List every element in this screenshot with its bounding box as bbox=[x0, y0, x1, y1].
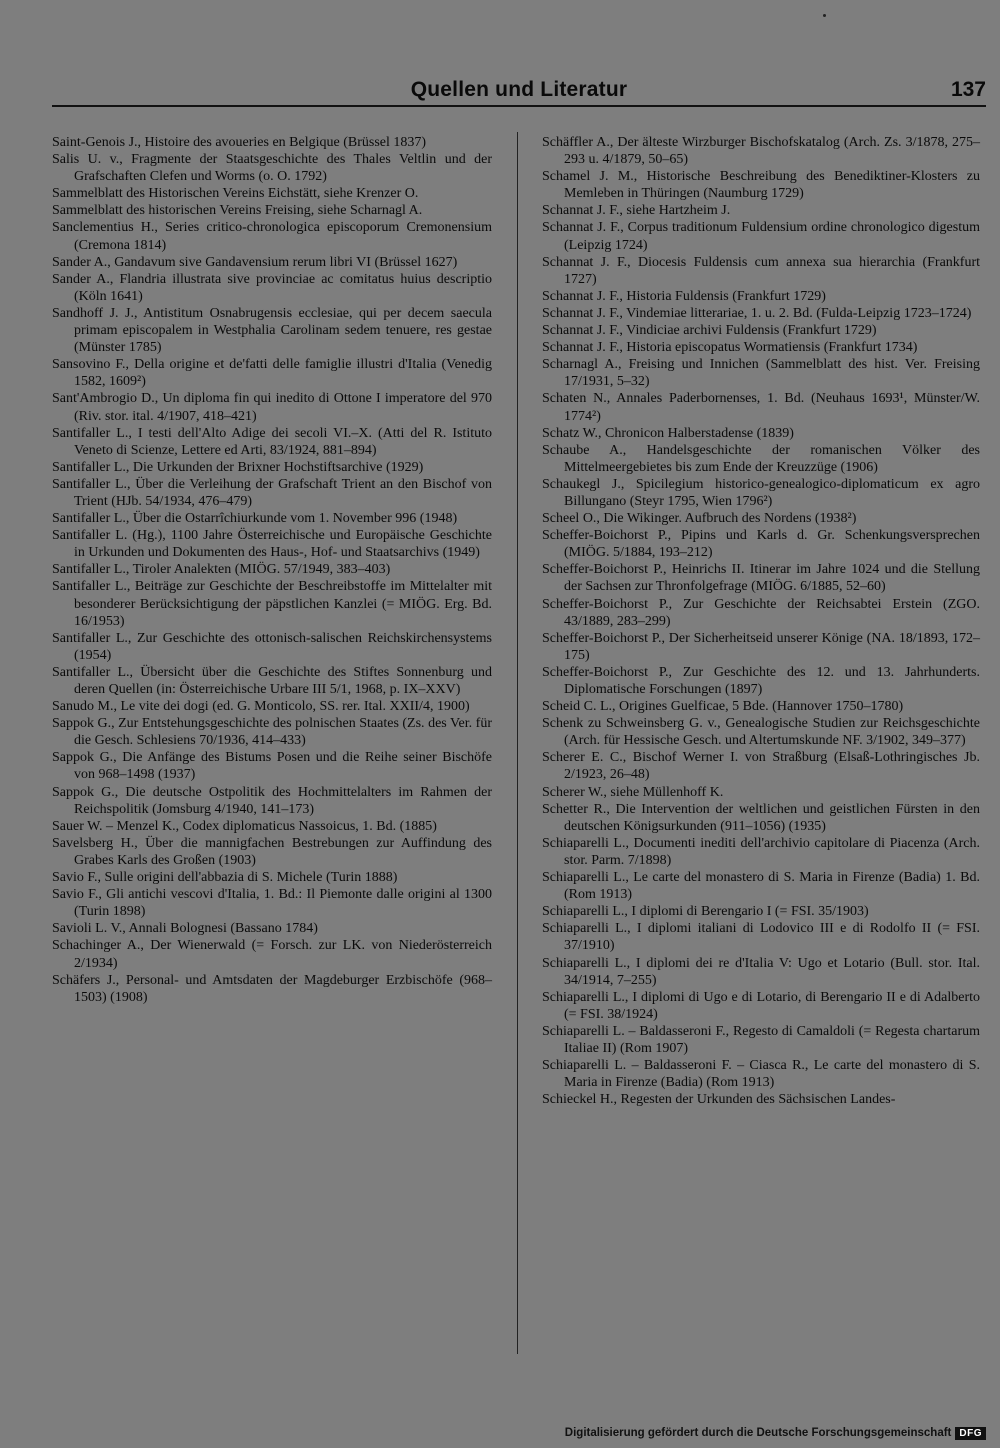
scan-speck bbox=[823, 14, 826, 17]
bibliography-entry: Santifaller L., Übersicht über die Geschichte des Stiftes Sonnenburg und deren Quellen (in: Österreichische Urbare III 5/1, 1968, p. IX–XXV) bbox=[52, 664, 492, 697]
bibliography-entry: Sappok G., Zur Entstehungsgeschichte des polnischen Staates (Zs. des Ver. für die Gesch. Schlesiens 70/1936, 414–433) bbox=[52, 716, 492, 749]
bibliography-entry: Schiaparelli L., I diplomi dei re d'Italia V: Ugo et Lotario (Bull. stor. Ital. 34/1914, 7–255) bbox=[542, 955, 980, 988]
bibliography-entry: Schannat J. F., Vindemiae litterariae, 1. u. 2. Bd. (Fulda-Leipzig 1723–1724) bbox=[542, 305, 972, 321]
bibliography-entry: Schatz W., Chronicon Halberstadense (1839) bbox=[542, 425, 794, 441]
bibliography-entry: Schiaparelli L., Documenti inediti dell'archivio capitolare di Piacenza (Arch. stor. Parm. 7/1898) bbox=[542, 835, 980, 868]
bibliography-entry: Schetter R., Die Intervention der weltlichen und geistlichen Fürsten in den deutschen Königsurkunden (911–1056) (1935) bbox=[542, 801, 980, 834]
page-header bbox=[52, 78, 986, 108]
column-divider bbox=[517, 132, 518, 1354]
bibliography-entry: Scheffer-Boichorst P., Heinrichs II. Itinerar im Jahre 1024 und die Stellung der Sachsen zur Thronfolgefrage (MIÖG. 6/1885, 52–60) bbox=[542, 562, 980, 595]
bibliography-entry: Schachinger A., Der Wienerwald (= Forsch. zur LK. von Niederösterreich 2/1934) bbox=[52, 938, 492, 971]
bibliography-entry: Scherer E. C., Bischof Werner I. von Straßburg (Elsaß-Lothringisches Jb. 2/1923, 26–48) bbox=[542, 750, 980, 783]
bibliography-entry: Sanudo M., Le vite dei dogi (ed. G. Monticolo, SS. rer. Ital. XXII/4, 1900) bbox=[52, 699, 470, 715]
footer bbox=[565, 1424, 986, 1442]
bibliography-entry: Schenk zu Schweinsberg G. v., Genealogische Studien zur Reichsgeschichte (Arch. für Hessische Gesch. und Altertumskunde NF. 3/1902, 349–377) bbox=[542, 716, 980, 749]
bibliography-entry: Scheffer-Boichorst P., Zur Geschichte des 12. und 13. Jahrhunderts. Diplomatische Forschungen (1897) bbox=[542, 664, 980, 697]
bibliography-entry: Schiaparelli L. – Baldasseroni F., Regesto di Camaldoli (= Regesta chartarum Italiae II) (Rom 1907) bbox=[542, 1023, 980, 1056]
page-number: 137 bbox=[950, 78, 986, 101]
bibliography-entry: Sandhoff J. J., Antistitum Osnabrugensis ecclesiae, qui per decem saecula primam episcopalem in Westphalia Carolinam sedem tenuere, res gestae (Münster 1785) bbox=[52, 305, 492, 356]
header-rule bbox=[52, 105, 986, 107]
bibliography-entry: Schannat J. F., Historia episcopatus Wormatiensis (Frankfurt 1734) bbox=[542, 340, 918, 356]
bibliography-entry: Santifaller L., Zur Geschichte des ottonisch-salischen Reichskirchensystems (1954) bbox=[52, 630, 492, 663]
right-column bbox=[542, 134, 980, 1108]
left-column bbox=[52, 134, 492, 1006]
bibliography-entry: Sander A., Flandria illustrata sive provinciae ac comitatus huius descriptio (Köln 1641) bbox=[52, 271, 492, 304]
dfg-logo: DFG bbox=[955, 1427, 986, 1440]
bibliography-entry: Santifaller L., Über die Ostarrîchiurkunde vom 1. November 996 (1948) bbox=[52, 511, 458, 527]
bibliography-entry: Saint-Genois J., Histoire des avoueries en Belgique (Brüssel 1837) bbox=[52, 135, 427, 150]
bibliography-entry: Sappok G., Die Anfänge des Bistums Posen und die Reihe seiner Bischöfe von 968–1498 (1937) bbox=[52, 750, 492, 783]
bibliography-entry: Santifaller L. (Hg.), 1100 Jahre Österreichische und Europäische Geschichte in Urkunden und Dokumenten des Haus-, Hof- und Staatsarchivs (1949) bbox=[52, 528, 492, 561]
bibliography-entry: Sant'Ambrogio D., Un diploma fin qui inedito di Ottone I imperatore del 970 (Riv. stor. ital. 4/1907, 418–421) bbox=[52, 391, 492, 424]
bibliography-entry: Sappok G., Die deutsche Ostpolitik des Hochmittelalters im Rahmen der Reichspolitik (Jomsburg 4/1940, 141–173) bbox=[52, 784, 492, 817]
bibliography-entry: Schäfers J., Personal- und Amtsdaten der Magdeburger Erzbischöfe (968–1503) (1908) bbox=[52, 972, 492, 1005]
bibliography-entry: Sammelblatt des Historischen Vereins Eichstätt, siehe Krenzer O. bbox=[52, 186, 419, 202]
bibliography-entry: Scheffer-Boichorst P., Der Sicherheitseid unserer Könige (NA. 18/1893, 172–175) bbox=[542, 630, 980, 663]
bibliography-entry: Schamel J. M., Historische Beschreibung des Benediktiner-Klosters zu Memleben in Thüringen (Naumburg 1729) bbox=[542, 169, 980, 202]
bibliography-entry: Scheel O., Die Wikinger. Aufbruch des Nordens (1938²) bbox=[542, 511, 857, 527]
bibliography-entry: Schaukegl J., Spicilegium historico-genealogico-diplomaticum ex agro Billungano (Steyr 1795, Wien 1796²) bbox=[542, 476, 980, 509]
bibliography-entry: Schaten N., Annales Paderbornenses, 1. Bd. (Neuhaus 1693¹, Münster/W. 1774²) bbox=[542, 391, 980, 424]
bibliography-entry: Scherer W., siehe Müllenhoff K. bbox=[542, 784, 724, 800]
bibliography-entry: Sanclementius H., Series critico-chronologica episcoporum Cremonensium (Cremona 1814) bbox=[52, 220, 492, 253]
bibliography-entry: Sansovino F., Della origine et de'fatti delle famiglie illustri d'Italia (Venedig 1582, 1609²) bbox=[52, 357, 492, 390]
bibliography-entry: Santifaller L., I testi dell'Alto Adige dei secoli VI.–X. (Atti del R. Istituto Veneto di Scienze, Lettere ed Arti, 83/1924, 881–894) bbox=[52, 425, 492, 458]
bibliography-entry: Schäffler A., Der älteste Wirzburger Bischofskatalog (Arch. Zs. 3/1878, 275–293 u. 4/1879, 50–65) bbox=[542, 135, 980, 168]
bibliography-entry: Sander A., Gandavum sive Gandavensium rerum libri VI (Brüssel 1627) bbox=[52, 254, 458, 270]
bibliography-entry: Schiaparelli L., Le carte del monastero di S. Maria in Firenze (Badia) 1. Bd. (Rom 1913) bbox=[542, 870, 980, 903]
bibliography-entry: Salis U. v., Fragmente der Staatsgeschichte des Thales Veltlin und der Grafschaften Clefen und Worms (o. O. 1792) bbox=[52, 152, 492, 185]
bibliography-entry: Scheffer-Boichorst P., Zur Geschichte der Reichsabtei Erstein (ZGO. 43/1889, 283–299) bbox=[542, 596, 980, 629]
bibliography-entry: Scharnagl A., Freising und Innichen (Sammelblatt des hist. Ver. Freising 17/1931, 5–32) bbox=[542, 357, 980, 390]
bibliography-entry: Sammelblatt des historischen Vereins Freising, siehe Scharnagl A. bbox=[52, 203, 423, 219]
page-title: Quellen und Literatur bbox=[410, 78, 628, 101]
bibliography-entry: Savioli L. V., Annali Bolognesi (Bassano 1784) bbox=[52, 921, 318, 937]
bibliography-entry: Schiaparelli L., I diplomi italiani di Lodovico III e di Rodolfo II (= FSI. 37/1910) bbox=[542, 921, 980, 954]
bibliography-entry: Santifaller L., Beiträge zur Geschichte der Beschreibstoffe im Mittelalter mit besonderer Berücksichtigung der päpstlichen Kanzlei (= MIÖG. Erg. Bd. 16/1953) bbox=[52, 579, 492, 629]
bibliography-entry: Schannat J. F., siehe Hartzheim J. bbox=[542, 203, 731, 219]
bibliography-entry: Schannat J. F., Diocesis Fuldensis cum annexa sua hierarchia (Frankfurt 1727) bbox=[542, 254, 980, 287]
bibliography-entry: Santifaller L., Die Urkunden der Brixner Hochstiftsarchive (1929) bbox=[52, 459, 424, 475]
bibliography-entry: Savio F., Sulle origini dell'abbazia di S. Michele (Turin 1888) bbox=[52, 870, 398, 886]
bibliography-entry: Schannat J. F., Corpus traditionum Fuldensium ordine chronologico digestum (Leipzig 1724) bbox=[542, 220, 980, 253]
bibliography-entry: Schieckel H., Regesten der Urkunden des Sächsischen Landes- bbox=[542, 1092, 896, 1108]
bibliography-entry: Savelsberg H., Über die mannigfachen Bestrebungen zur Auffindung des Grabes Karls des Großen (1903) bbox=[52, 835, 492, 868]
bibliography-entry: Savio F., Gli antichi vescovi d'Italia, 1. Bd.: Il Piemonte dalle origini al 1300 (Turin 1898) bbox=[52, 887, 492, 920]
bibliography-entry: Schiaparelli L. – Baldasseroni F. – Ciasca R., Le carte del monastero di S. Maria in Firenze (Badia) (Rom 1913) bbox=[542, 1058, 980, 1091]
bibliography-entry: Schiaparelli L., I diplomi di Ugo e di Lotario, di Berengario II e di Adalberto (= FSI. 38/1924) bbox=[542, 989, 980, 1022]
bibliography-entry: Schaube A., Handelsgeschichte der romanischen Völker des Mittelmeergebietes bis zum Ende der Kreuzzüge (1906) bbox=[542, 442, 980, 475]
bibliography-entry: Schiaparelli L., I diplomi di Berengario I (= FSI. 35/1903) bbox=[542, 904, 869, 920]
bibliography-entry: Santifaller L., Über die Verleihung der Grafschaft Trient an den Bischof von Trient (HJb. 54/1934, 476–479) bbox=[52, 476, 492, 509]
bibliography-entry: Scheid C. L., Origines Guelficae, 5 Bde. (Hannover 1750–1780) bbox=[542, 699, 904, 715]
footer-text: Digitalisierung gefördert durch die Deutsche Forschungsgemeinschaft bbox=[564, 1427, 952, 1439]
bibliography-entry: Santifaller L., Tiroler Analekten (MIÖG. 57/1949, 383–403) bbox=[52, 562, 391, 578]
bibliography-entry: Scheffer-Boichorst P., Pipins und Karls d. Gr. Schenkungsversprechen (MIÖG. 5/1884, 193–212) bbox=[542, 528, 980, 561]
bibliography-entry: Sauer W. – Menzel K., Codex diplomaticus Nassoicus, 1. Bd. (1885) bbox=[52, 818, 437, 834]
bibliography-entry: Schannat J. F., Historia Fuldensis (Frankfurt 1729) bbox=[542, 288, 826, 304]
bibliography-entry: Schannat J. F., Vindiciae archivi Fuldensis (Frankfurt 1729) bbox=[542, 323, 877, 339]
